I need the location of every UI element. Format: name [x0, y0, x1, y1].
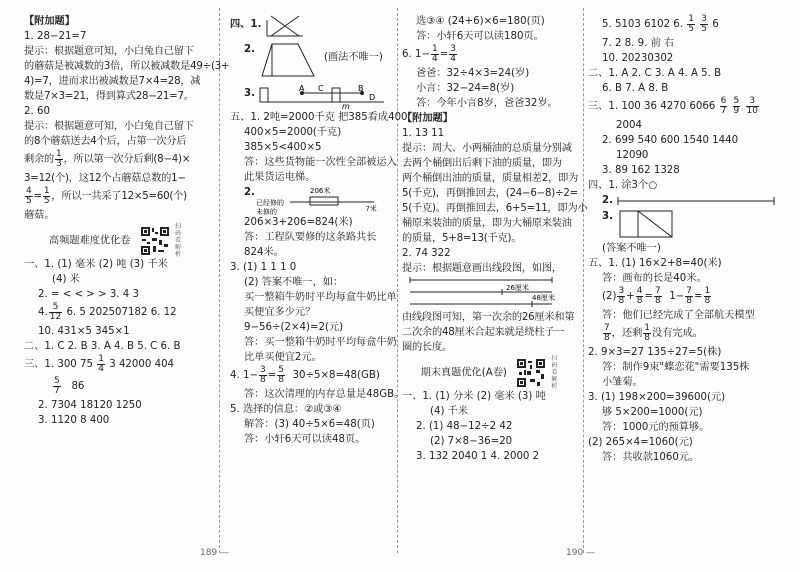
text: 3.	[244, 88, 255, 99]
answer-line	[402, 44, 578, 66]
numerator: 1	[98, 353, 104, 364]
road-done-label: 已经修的	[256, 199, 284, 207]
hint-line: 蘑菇。	[24, 210, 55, 221]
answer-line: 此果货运电梯。	[244, 172, 316, 183]
column-divider	[583, 8, 584, 553]
answer-line: 比单买便宜2元。	[244, 352, 322, 363]
numerator: 1	[43, 185, 50, 196]
hint-line: 提示：周大、小两桶油的总质量分别减	[402, 143, 572, 154]
fraction	[25, 187, 33, 206]
hint-line: $\frac{4}{5}$ = $\frac{1}{5}$ ，所以一共采了12×5=60(个)	[26, 185, 187, 206]
text: 没有完成。	[652, 328, 703, 339]
numerator: 1	[704, 285, 711, 296]
answer-line: 答：工程队要修的这条路共长	[244, 232, 377, 243]
column-4	[588, 14, 778, 465]
text: 三、1. 100 36 4270 6066	[588, 101, 716, 112]
answer-line: 2. 699 540 600 1540 1440	[602, 135, 739, 146]
fraction	[277, 366, 285, 385]
answer-line: 6. B 7. A 8. B	[602, 83, 669, 94]
denominator: 4	[98, 363, 104, 374]
text: 四、1.	[230, 19, 262, 30]
answer-line: 2. = < < > > 3. 4 3	[38, 289, 139, 300]
answer-line: 答：1000元的预算够。	[602, 422, 710, 433]
text: =	[267, 370, 277, 381]
answer-line	[230, 82, 390, 110]
road-remaining-label: 未修的	[256, 208, 277, 216]
fraction	[431, 45, 439, 64]
answer-line: 2. 7304 18120 1250	[38, 400, 142, 411]
page-number: 189 —	[200, 548, 230, 558]
answer-line: 一、1. (1) 毫米 (2) 吨 (3) 千米	[24, 259, 168, 270]
qr-code-icon[interactable]	[516, 358, 546, 388]
answer-line: 2. 9×3=27 135÷27=5(株)	[588, 347, 722, 358]
denominator: 7	[54, 385, 60, 396]
text: 6	[712, 19, 719, 30]
answer-line: 5. 选择的信息：②或③④	[230, 404, 342, 415]
text: 三、1. 300 75	[24, 359, 93, 370]
hint-line: 去两个桶倒出后剩下油的质量，即为	[402, 158, 562, 169]
denominator: 12	[49, 311, 62, 322]
hint-line: 5(千克)。再倒推回去，6+5=11，即为小	[402, 203, 588, 214]
numerator: 3	[618, 285, 625, 296]
answer-line: 小言：32−24=8(岁)	[416, 83, 515, 94]
text: ，还剩	[611, 328, 643, 339]
answer-line: 选③④ (24+6)×6=180(页)	[416, 16, 545, 27]
fraction	[97, 355, 105, 374]
fraction	[643, 324, 651, 343]
denominator: 8	[686, 295, 692, 306]
answer-line: 答：制作9束"蝶恋花"需要135株	[602, 362, 750, 373]
answer-line: 7. 2 8. 9. 前 右	[602, 38, 675, 49]
point-label-c: C	[318, 84, 324, 93]
hint-line: 提示：根据题意可知，小白兔自己留下	[24, 46, 194, 57]
road-unknown-label: ?米	[366, 205, 377, 213]
text: ，所以第一次分后剩(8−4)×	[63, 154, 191, 165]
answer-line: 答：小轩6天可以读180页。	[416, 31, 544, 42]
answer-line: 3. 132 2040 1 4. 2000 2	[416, 451, 540, 462]
denominator: 4	[450, 53, 456, 64]
trapezoid-figure	[258, 40, 318, 80]
answer-line: 买便宜多少元？	[244, 307, 316, 318]
hint-line: 3=12(个)，这12个占蘑菇总数的1−	[24, 173, 186, 184]
answer-line	[24, 354, 208, 376]
answer-line: 答：这次清理的内存总量是48GB。	[244, 389, 405, 400]
answer-line	[588, 207, 778, 241]
answer-line: 2. 74 322	[402, 248, 451, 259]
answer-line	[588, 14, 778, 36]
denominator: 8	[278, 374, 284, 385]
denominator: 8	[644, 332, 651, 343]
text: =	[439, 49, 449, 60]
hint-line: 数是7×3=21，得到算式28−21=7。	[24, 91, 194, 102]
answer-line: 2004	[616, 120, 642, 131]
fraction	[654, 287, 662, 306]
text: 86	[71, 381, 85, 392]
fraction	[617, 287, 625, 306]
numerator: 4	[26, 185, 32, 196]
denominator: 5	[701, 23, 707, 34]
segment-label-26: 26厘米	[506, 284, 529, 292]
text: 4. 1−	[230, 370, 258, 381]
denominator: 8	[704, 295, 711, 306]
denominator: 3	[55, 158, 62, 169]
denominator: 4	[431, 53, 438, 64]
answer-line: (答案不唯一)	[602, 243, 661, 254]
denominator: 9	[733, 105, 740, 116]
center-fold	[397, 8, 398, 553]
answer-line	[588, 286, 778, 308]
numerator: 6	[720, 95, 727, 106]
hint-line: 二次余的48厘米合起来就是绕柱子一	[402, 327, 565, 338]
answer-line: 二、1. A 2. C 3. A 4. A 5. B	[588, 68, 722, 79]
text: =	[644, 291, 653, 302]
fraction	[636, 287, 644, 306]
answer-line: 12090	[616, 150, 649, 161]
answer-line: (2) 7×8−36=20	[430, 436, 513, 447]
text: 剩余的	[24, 154, 54, 165]
text: 2.	[602, 195, 613, 206]
numerator: 7	[655, 285, 661, 296]
denominator: 5	[688, 23, 694, 34]
answer-line: 10. 431×5 345×1	[38, 326, 130, 337]
line-label-m: m	[342, 102, 350, 111]
line-segment-diagram	[402, 276, 578, 310]
answer-line	[230, 185, 390, 215]
numerator: 5	[49, 303, 62, 313]
denominator: 8	[655, 295, 661, 306]
road-diagram	[254, 185, 388, 215]
denominator: 8	[618, 295, 625, 306]
text: 1−	[669, 291, 685, 302]
text: 2.	[244, 187, 255, 198]
denominator: 7	[720, 105, 727, 116]
text: 6. 5 202507182 6. 12	[66, 307, 177, 318]
point-label-b: B	[358, 84, 364, 93]
text: 2.	[244, 44, 255, 55]
text: 5. 5103 6102 6.	[602, 19, 684, 30]
answer-line: 五、1. 2吨=2000千克 把385看成400	[230, 112, 408, 123]
section-title-text: 期末真题优化(A卷)	[420, 367, 507, 379]
text: (2)	[602, 291, 617, 302]
answer-line	[230, 14, 390, 40]
text: 6. 1−	[402, 49, 430, 60]
answer-line: 答：共收款1060元。	[602, 452, 700, 463]
fraction	[700, 15, 708, 34]
answer-line	[588, 193, 778, 207]
hint-line: 提示：根据题意可知，小白兔自己留下	[24, 121, 194, 132]
answer-line: 3. (1) 198×200=39600(元)	[588, 392, 726, 403]
hint-line: 的质量，5+8=13(千克)。	[402, 233, 522, 244]
fraction	[603, 324, 611, 343]
fraction	[704, 287, 712, 306]
answer-line: 爸爸：32÷4×3=24(岁)	[416, 68, 530, 79]
answer-line: 五、1. (1) 16×2+8=40(米)	[588, 258, 722, 269]
answer-line: 385×5<400×5	[244, 142, 322, 153]
numerator: 1	[688, 13, 694, 24]
cross-lines-figure	[265, 14, 305, 38]
answer-line: 9−56÷(2×4)=2(元)	[244, 322, 344, 333]
answer-line: 1. 13 11	[402, 128, 445, 139]
column-divider	[219, 8, 220, 553]
fraction	[49, 303, 62, 322]
answer-line: 答：他们已经完成了全部航天模型	[602, 310, 755, 321]
answer-line: (4) 千米	[430, 406, 469, 417]
denominator: 10	[746, 105, 758, 116]
rope-diagram	[402, 276, 572, 310]
answer-line: 824米。	[244, 247, 284, 258]
numerator: 1	[431, 43, 438, 54]
hint-line: 的8个蘑菇送去4个后，占第一次分后	[24, 136, 187, 147]
answer-line: (4) 米	[52, 274, 80, 285]
hint-line: 桶原来装油的质量，即为大桶原来装油	[402, 218, 572, 229]
section-title-text: 高频题难度优化卷	[49, 235, 131, 247]
numerator: 5	[278, 364, 284, 375]
section-header: 【附加题】	[24, 16, 75, 27]
qr-code-icon[interactable]	[140, 226, 170, 256]
fraction	[685, 287, 693, 306]
section-header: 【附加题】	[402, 113, 453, 124]
hint-line: 圈的长度。	[402, 342, 452, 353]
qr-caption: 扫码看解析	[174, 223, 181, 258]
text: +	[626, 291, 635, 302]
hint-line: 4)=7，进而求出被减数是7×4=28，减	[24, 76, 201, 87]
fraction	[733, 97, 741, 116]
numerator: 3	[259, 364, 266, 375]
numerator: 1	[55, 148, 62, 159]
numerator: 3	[746, 97, 759, 107]
numerator: 3	[701, 13, 707, 24]
answer-line	[230, 365, 390, 387]
hint-line	[24, 149, 208, 171]
answer-line: 1. 28−21=7	[24, 31, 87, 42]
answer-line: 答：买一整箱牛奶时平均每盒牛奶	[244, 337, 397, 348]
page-number-value: 189	[200, 548, 218, 558]
answer-line: 3. 89 162 1328	[602, 165, 680, 176]
page-number: 190 —	[566, 548, 596, 558]
hint-line: 由线段图可知，第一次余的26厘米和第	[402, 312, 575, 323]
answer-line: 四、1. 涂3个○	[588, 180, 658, 191]
answer-line: (2) 答案不唯一，如：	[244, 277, 344, 288]
answer-line: (2) 265×4=1060(元)	[588, 437, 693, 448]
numerator: 7	[604, 322, 610, 333]
answer-line: 400×5=2000(千克)	[244, 127, 342, 138]
answer-line: 够 5×200=1000(元)	[602, 407, 703, 418]
point-label-a: A	[299, 84, 305, 93]
answer-line: 206×3+206=824(米)	[244, 217, 353, 228]
fraction	[43, 187, 51, 206]
hint-line: 提示：根据题意画出线段图，如图，	[402, 263, 562, 274]
numerator: 1	[644, 322, 651, 333]
answer-line: 3. 1120 8 400	[38, 415, 110, 426]
answer-line: 答：画布的长是40米。	[602, 273, 707, 284]
fraction	[449, 45, 457, 64]
answer-line: 3. (1) 1 1 1 0	[230, 262, 297, 273]
denominator: 8	[259, 374, 266, 385]
column-3	[402, 14, 588, 464]
fraction	[687, 15, 695, 34]
numerator: 3	[450, 43, 456, 54]
answer-line: 一、1. (1) 分米 (2) 毫米 (3) 吨	[402, 391, 546, 402]
answer-line	[588, 96, 778, 118]
numerator: 7	[686, 285, 692, 296]
segment-label-48: 48厘米	[532, 294, 555, 302]
fraction	[53, 377, 61, 396]
answer-line: 答：小轩6天可以读48页。	[244, 434, 366, 445]
column-1	[24, 14, 230, 428]
answer-line: 2. (1) 48−12÷2 42	[416, 421, 513, 432]
numerator: 5	[54, 375, 60, 386]
answer-line	[24, 376, 208, 398]
denominator: 8	[604, 332, 610, 343]
answer-line: 小雏菊。	[602, 377, 643, 388]
answer-line: 答：今年小言8岁，爸爸32岁。	[416, 98, 558, 109]
section-title	[24, 223, 208, 257]
denominator: 5	[26, 195, 32, 206]
numerator: 5	[733, 95, 740, 106]
segment-figure	[258, 82, 386, 110]
text: =	[693, 291, 703, 302]
answer-line: 答：这些货物能一次性全部被运入	[244, 157, 397, 168]
text: 3.	[602, 211, 613, 222]
rectangle-division-figure	[618, 209, 678, 241]
fraction	[720, 97, 728, 116]
hint-line: 5(千克)，再倒推回去，(24−6−8)÷2=	[402, 188, 579, 199]
answer-line: 10. 20230302	[602, 53, 674, 64]
numerator: 4	[636, 285, 643, 296]
answer-line: 买一整箱牛奶时平均每盒牛奶比单	[244, 292, 397, 303]
note: (画法不唯一)	[324, 52, 383, 63]
text: ，所以一共采了12×5=60(个)	[51, 191, 187, 202]
road-length-label: 206米	[310, 187, 331, 195]
hint-line: 两个桶倒出油的质量，质量相差2，即为	[402, 173, 579, 184]
answer-line	[230, 40, 390, 82]
section-title	[402, 355, 578, 389]
column-2	[230, 14, 408, 447]
denominator: 8	[636, 295, 643, 306]
text: 3 42000 404	[109, 359, 175, 370]
number-line-figure	[616, 193, 776, 207]
qr-caption: 扫码看解析	[551, 355, 558, 390]
fraction	[746, 97, 759, 116]
answer-line: 二、1. C 2. B 3. A 4. B 5. C 6. B	[24, 341, 181, 352]
text: 30÷5×8=48(GB)	[292, 370, 380, 381]
hint-line: 的蘑菇是被减数的3倍，所以被减数是49÷(3+	[24, 61, 230, 72]
answer-line: 解答：(3) 40÷5×6=48(页)	[244, 419, 375, 430]
denominator: 5	[43, 195, 50, 206]
point-label-d: D	[369, 93, 376, 102]
answer-line: 4. $\frac{5}{12}$ 6. 5 202507182 6. 12	[38, 301, 177, 322]
fraction	[259, 366, 267, 385]
answer-line: 2. 60	[24, 106, 50, 117]
page-number-value: 190	[566, 548, 584, 558]
answer-line	[588, 323, 778, 345]
fraction	[55, 150, 63, 169]
